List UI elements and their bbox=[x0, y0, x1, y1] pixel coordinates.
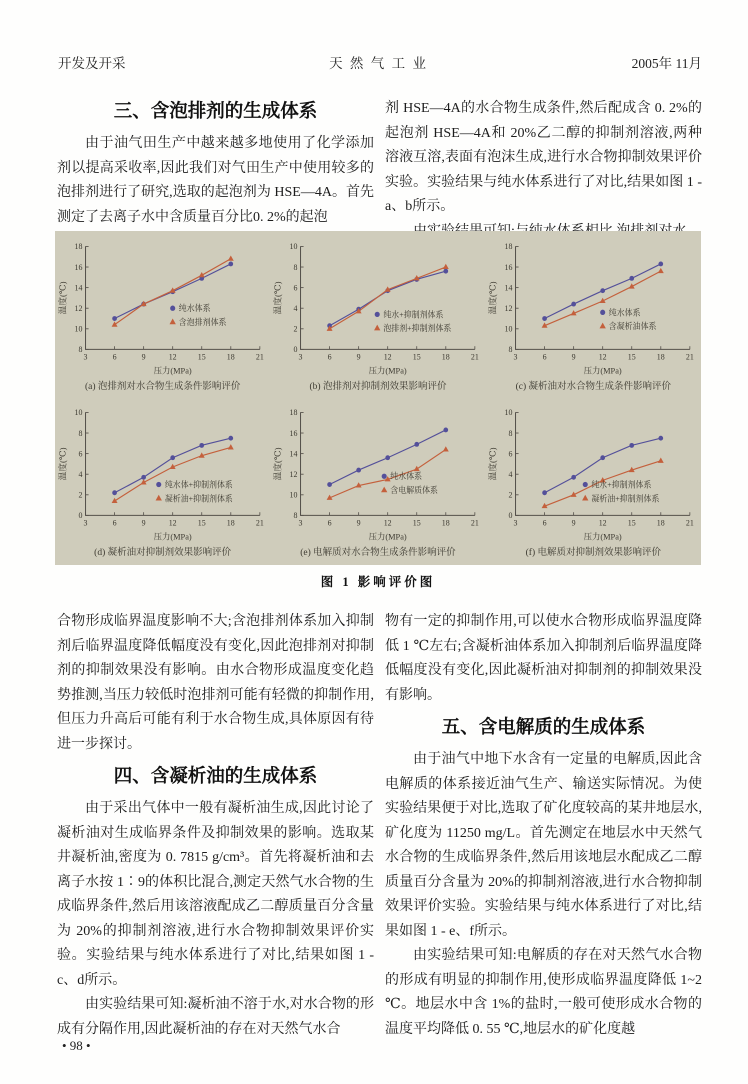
svg-text:6: 6 bbox=[327, 517, 332, 528]
svg-text:18: 18 bbox=[441, 351, 450, 362]
svg-text:15: 15 bbox=[197, 517, 206, 528]
subplot-f-caption: (f) 电解质对抑制剂效果影响评价 bbox=[525, 547, 661, 558]
svg-text:纯水+抑制剂体系: 纯水+抑制剂体系 bbox=[591, 479, 652, 490]
paragraph: 由实验结果可知:凝析油不溶于水,对水合物的形成有分隔作用,因此凝析油的存在对天然气水合 bbox=[57, 997, 374, 1037]
svg-text:12: 12 bbox=[383, 517, 392, 528]
subplot-c-caption: (c) 凝析油对水合物生成条件影响评价 bbox=[515, 381, 672, 392]
svg-text:压力(MPa): 压力(MPa) bbox=[368, 530, 407, 541]
svg-text:12: 12 bbox=[289, 469, 298, 479]
svg-text:压力(MPa): 压力(MPa) bbox=[368, 364, 407, 375]
svg-text:18: 18 bbox=[289, 407, 298, 417]
svg-text:泡排剂+抑制剂体系: 泡排剂+抑制剂体系 bbox=[383, 323, 452, 333]
chart-e-plot bbox=[273, 405, 483, 543]
svg-text:压力(MPa): 压力(MPa) bbox=[153, 530, 192, 541]
svg-text:3: 3 bbox=[513, 517, 518, 528]
svg-text:8: 8 bbox=[78, 344, 83, 354]
svg-text:0: 0 bbox=[293, 344, 298, 354]
svg-text:6: 6 bbox=[508, 448, 513, 458]
subplot-c bbox=[486, 239, 700, 392]
svg-text:凝析油+抑制剂体系: 凝析油+抑制剂体系 bbox=[591, 493, 660, 503]
svg-text:8: 8 bbox=[508, 344, 513, 354]
svg-text:纯水+抑制剂体系: 纯水+抑制剂体系 bbox=[383, 309, 444, 319]
svg-text:8: 8 bbox=[508, 428, 513, 438]
subplot-a-caption: (a) 泡排剂对水合物生成条件影响评价 bbox=[84, 381, 241, 392]
svg-text:18: 18 bbox=[226, 517, 235, 528]
svg-text:9: 9 bbox=[356, 351, 361, 362]
paragraph: 由于油气中地下水含有一定量的电解质,因此含电解质的体系接近油气生产、输送实际情况。为使实验结果便于对比,选取了矿化度较高的某井地层水,矿化度为 11250 mg/L。首先测定在地层水中天然气水合物的生成临界条件,然后用该地层水配成乙二醇质量百分含量为 20%的抑制剂溶液,进行水合物抑制效果评价实验。实验结果与纯水体系进行了对比,结果如图 1 - e、f所示。 bbox=[385, 752, 702, 939]
svg-text:纯水体系: 纯水体系 bbox=[178, 303, 211, 313]
svg-text:6: 6 bbox=[112, 351, 117, 362]
svg-text:16: 16 bbox=[289, 428, 298, 438]
svg-text:18: 18 bbox=[226, 351, 235, 362]
svg-text:9: 9 bbox=[141, 351, 146, 362]
svg-text:14: 14 bbox=[74, 282, 83, 292]
svg-text:凝析油+抑制剂体系: 凝析油+抑制剂体系 bbox=[164, 493, 233, 503]
svg-text:温度(℃): 温度(℃) bbox=[57, 280, 68, 314]
svg-text:9: 9 bbox=[571, 517, 576, 528]
svg-text:4: 4 bbox=[78, 469, 83, 479]
left-column-top bbox=[57, 92, 374, 230]
svg-text:压力(MPa): 压力(MPa) bbox=[153, 364, 192, 375]
svg-text:14: 14 bbox=[289, 448, 298, 458]
svg-text:纯水体+抑制剂体系: 纯水体+抑制剂体系 bbox=[164, 479, 233, 490]
svg-text:21: 21 bbox=[470, 517, 479, 528]
svg-text:15: 15 bbox=[628, 517, 637, 528]
paragraph: 物有一定的抑制作用,可以使水合物形成临界温度降低 1 ℃左右;含凝析油体系加入抑制剂后临界温度降低幅度没有变化,因此凝析油对抑制剂的抑制效果没有影响。 bbox=[385, 614, 702, 703]
svg-text:21: 21 bbox=[470, 351, 479, 362]
svg-text:12: 12 bbox=[168, 517, 177, 528]
subplot-e-caption: (e) 电解质对水合物生成条件影响评价 bbox=[300, 547, 456, 558]
svg-text:纯水体系: 纯水体系 bbox=[390, 471, 423, 481]
svg-text:12: 12 bbox=[383, 351, 392, 362]
svg-text:12: 12 bbox=[599, 517, 607, 528]
figure-caption: 图 1 影响评价图 bbox=[320, 575, 436, 589]
svg-text:9: 9 bbox=[141, 517, 146, 528]
chart-f-plot bbox=[488, 405, 698, 543]
subplot-d bbox=[56, 405, 270, 558]
chart-a-plot bbox=[58, 239, 268, 377]
svg-text:12: 12 bbox=[168, 351, 177, 362]
svg-text:18: 18 bbox=[441, 517, 450, 528]
paragraph: 剂 HSE—4A的水合物生成条件,然后配成含 0. 2%的起泡剂 HSE—4A和 20%乙二醇的抑制剂溶液,两种溶液互溶,表面有泡沫生成,进行水合物抑制效果评价实验。实验结果与纯水体系进行了对比,结果如图 1 - a、b所示。 bbox=[385, 101, 702, 214]
paragraph: 由于采出气体中一般有凝析油生成,因此讨论了凝析油对生成临界条件及抑制效果的影响。选取某井凝析油,密度为 0. 7815 g/cm³。首先将凝析油和去离子水按 1∶9的体积比混合,测定天然气水合物的生成临界条件,然后用该溶液配成乙二醇质量百分含量为 20%的抑制剂溶液,进行水合物抑制效果评价实验。实验结果与纯水体系进行了对比,结果如图 1 - c、d所示。 bbox=[57, 801, 374, 988]
subplot-d-caption: (d) 凝析油对抑制剂效果影响评价 bbox=[94, 547, 232, 558]
svg-text:温度(℃): 温度(℃) bbox=[57, 446, 68, 480]
right-column-top bbox=[385, 97, 702, 244]
subplot-b-caption: (b) 泡排剂对抑制剂效果影响评价 bbox=[309, 381, 447, 392]
svg-text:8: 8 bbox=[293, 510, 298, 520]
svg-text:3: 3 bbox=[513, 351, 518, 362]
svg-text:10: 10 bbox=[74, 323, 83, 334]
svg-text:12: 12 bbox=[599, 351, 607, 362]
svg-text:2: 2 bbox=[293, 323, 298, 334]
svg-text:6: 6 bbox=[293, 282, 298, 292]
svg-text:6: 6 bbox=[112, 517, 117, 528]
svg-text:6: 6 bbox=[327, 351, 332, 362]
figure-panel bbox=[55, 231, 701, 565]
subplot-b bbox=[271, 239, 485, 392]
svg-text:15: 15 bbox=[412, 351, 421, 362]
paragraph: 由于油气田生产中越来越多地使用了化学添加剂以提高采收率,因此我们对气田生产中使用较多的泡排剂进行了研究,选取的起泡剂为 HSE—4A。首先测定了去离子水中含质量百分比0. 2%的起泡 bbox=[57, 136, 374, 225]
svg-text:10: 10 bbox=[504, 407, 513, 417]
journal-header bbox=[58, 52, 702, 72]
svg-text:10: 10 bbox=[74, 407, 83, 417]
paragraph: 合物形成临界温度影响不大;含泡排剂体系加入抑制剂后临界温度降低幅度没有变化,因此泡排剂对抑制剂的抑制效果没有影响。由水合物形成温度变化趋势推测,当压力较低时泡排剂可能有轻微的抑制作用,但压力升高后可能有利于水合物生成,具体原因有待进一步探讨。 bbox=[57, 614, 374, 752]
svg-text:6: 6 bbox=[542, 351, 547, 362]
svg-text:21: 21 bbox=[255, 517, 264, 528]
svg-text:6: 6 bbox=[542, 517, 547, 528]
svg-text:6: 6 bbox=[78, 448, 83, 458]
svg-text:18: 18 bbox=[657, 351, 666, 362]
svg-text:3: 3 bbox=[298, 517, 303, 528]
svg-text:4: 4 bbox=[508, 469, 513, 479]
svg-text:18: 18 bbox=[657, 517, 666, 528]
svg-text:8: 8 bbox=[78, 428, 83, 438]
issue-date: 2005年 11月 bbox=[631, 56, 702, 71]
svg-text:3: 3 bbox=[83, 351, 88, 362]
svg-text:8: 8 bbox=[293, 262, 298, 272]
svg-text:3: 3 bbox=[83, 517, 88, 528]
svg-text:3: 3 bbox=[298, 351, 303, 362]
svg-text:16: 16 bbox=[74, 262, 83, 272]
chart-d-plot bbox=[58, 405, 268, 543]
left-column-bottom bbox=[57, 610, 374, 1042]
svg-text:温度(℃): 温度(℃) bbox=[488, 446, 498, 480]
svg-text:15: 15 bbox=[197, 351, 206, 362]
svg-text:温度(℃): 温度(℃) bbox=[488, 280, 498, 314]
page-number: • 98 • bbox=[62, 1038, 91, 1053]
svg-text:4: 4 bbox=[293, 303, 298, 313]
section4-title: 四、含凝析油的生成体系 bbox=[113, 767, 318, 787]
svg-text:压力(MPa): 压力(MPa) bbox=[583, 364, 622, 375]
svg-text:温度(℃): 温度(℃) bbox=[272, 446, 283, 480]
svg-text:15: 15 bbox=[628, 351, 637, 362]
svg-text:9: 9 bbox=[571, 351, 576, 362]
svg-text:18: 18 bbox=[74, 241, 83, 251]
header-section-name: 开发及开采 bbox=[58, 56, 126, 71]
svg-text:15: 15 bbox=[412, 517, 421, 528]
svg-text:含泡排剂体系: 含泡排剂体系 bbox=[178, 317, 227, 327]
svg-text:2: 2 bbox=[78, 489, 83, 500]
svg-text:16: 16 bbox=[504, 262, 513, 272]
right-column-bottom bbox=[385, 610, 702, 1042]
svg-text:14: 14 bbox=[504, 282, 513, 292]
svg-text:10: 10 bbox=[289, 241, 298, 251]
subplot-f bbox=[486, 405, 700, 558]
svg-text:温度(℃): 温度(℃) bbox=[272, 280, 283, 314]
svg-text:21: 21 bbox=[686, 351, 695, 362]
svg-text:压力(MPa): 压力(MPa) bbox=[583, 530, 622, 541]
subplot-a bbox=[56, 239, 270, 392]
svg-text:12: 12 bbox=[74, 303, 83, 313]
svg-text:21: 21 bbox=[686, 517, 695, 528]
svg-text:10: 10 bbox=[289, 489, 298, 500]
svg-text:0: 0 bbox=[78, 510, 83, 520]
chart-c-plot bbox=[488, 239, 698, 377]
svg-text:10: 10 bbox=[504, 323, 513, 334]
section5-title: 五、含电解质的生成体系 bbox=[441, 718, 646, 738]
svg-text:9: 9 bbox=[356, 517, 361, 528]
svg-text:21: 21 bbox=[255, 351, 264, 362]
svg-text:纯水体系: 纯水体系 bbox=[609, 307, 641, 317]
section3-title: 三、含泡排剂的生成体系 bbox=[113, 102, 318, 122]
chart-b-plot bbox=[273, 239, 483, 377]
svg-text:12: 12 bbox=[504, 303, 513, 313]
svg-text:含凝析油体系: 含凝析油体系 bbox=[609, 321, 657, 331]
journal-title: 天 然 气 工 业 bbox=[329, 56, 429, 71]
svg-text:含电解质体系: 含电解质体系 bbox=[390, 485, 438, 495]
svg-text:18: 18 bbox=[504, 241, 513, 251]
svg-text:0: 0 bbox=[508, 510, 513, 520]
svg-text:2: 2 bbox=[508, 489, 513, 500]
paragraph: 由实验结果可知:电解质的存在对天然气水合物的形成有明显的抑制作用,使形成临界温度降低 1~2 ℃。地层水中含 1%的盐时,一般可使形成水合物的温度平均降低 0. 55 ℃,地层水的矿化度越 bbox=[385, 948, 702, 1037]
subplot-e bbox=[271, 405, 485, 558]
